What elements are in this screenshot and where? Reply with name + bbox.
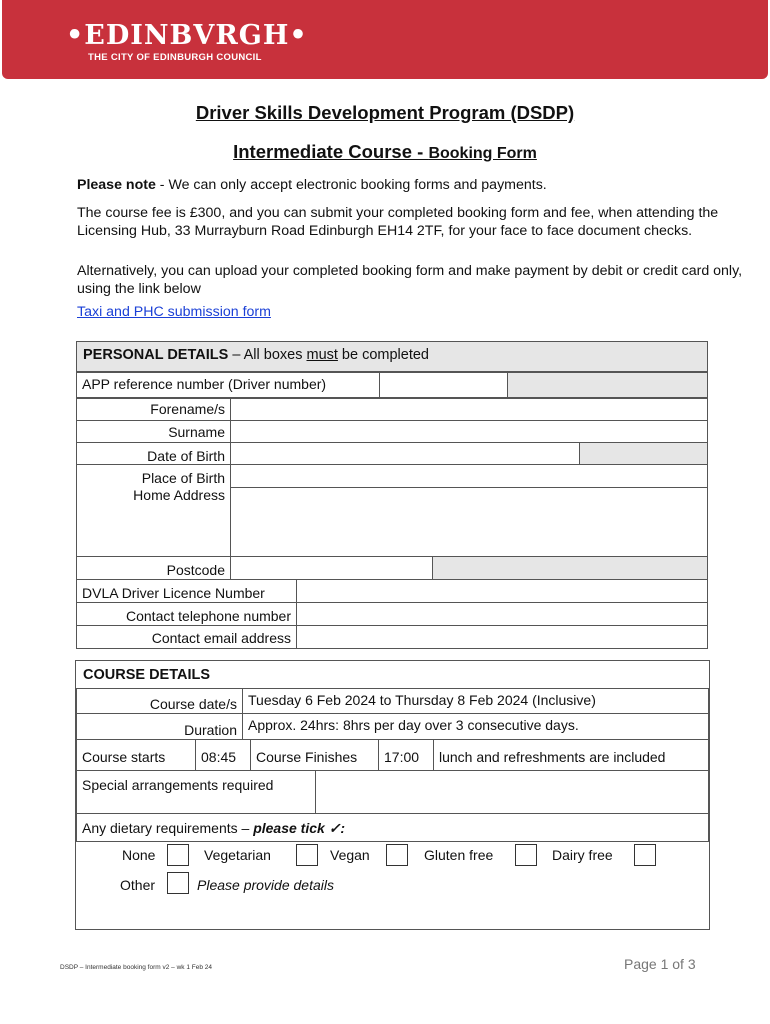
pob-label: Place of Birth bbox=[141, 470, 225, 486]
dvla-input[interactable] bbox=[296, 579, 708, 603]
personal-header-must: must bbox=[306, 347, 338, 363]
email-input[interactable] bbox=[296, 625, 708, 649]
course-title-sub: Booking Form bbox=[428, 145, 537, 162]
dietary-label: Any dietary requirements – bbox=[82, 820, 254, 836]
surname-input[interactable] bbox=[230, 420, 708, 443]
dob-shaded bbox=[579, 442, 708, 465]
option-vegetarian-label: Vegetarian bbox=[204, 847, 271, 863]
note-paragraph bbox=[77, 177, 745, 195]
postcode-shaded bbox=[432, 556, 708, 580]
page-number: Page 1 of 3 bbox=[624, 956, 696, 972]
option-none-checkbox[interactable] bbox=[167, 844, 189, 866]
dvla-label: DVLA Driver Licence Number bbox=[76, 579, 297, 603]
course-finishes-label: Course Finishes bbox=[250, 739, 379, 771]
course-title-main: Intermediate Course - bbox=[233, 141, 429, 162]
option-vegan-checkbox[interactable] bbox=[386, 844, 408, 866]
council-logo-subtitle: THE CITY OF EDINBURGH COUNCIL bbox=[88, 52, 262, 63]
address-input[interactable] bbox=[230, 487, 708, 557]
pob-address-label bbox=[76, 464, 231, 557]
option-gluten-free-label: Gluten free bbox=[424, 847, 494, 863]
personal-header-text: – All boxes bbox=[228, 347, 307, 363]
fee-paragraph: The course fee is £300, and you can submit your completed booking form and fee, when attending the Licensing Hub, 33 Murrayburn Road Edinburgh EH14 2TF, for your face to face document checks. bbox=[77, 205, 719, 239]
postcode-label: Postcode bbox=[76, 556, 231, 580]
phone-input[interactable] bbox=[296, 602, 708, 626]
forename-label: Forename/s bbox=[76, 398, 231, 421]
personal-header-end: be completed bbox=[337, 347, 429, 363]
course-starts-label: Course starts bbox=[76, 739, 196, 771]
course-title bbox=[0, 141, 770, 163]
dob-label: Date of Birth bbox=[76, 442, 231, 465]
special-arrangements-input[interactable] bbox=[315, 770, 709, 814]
duration-label: Duration bbox=[76, 713, 243, 740]
pob-input[interactable] bbox=[230, 464, 708, 488]
course-details-header: COURSE DETAILS bbox=[83, 667, 211, 683]
postcode-input[interactable] bbox=[230, 556, 433, 580]
app-reference-input[interactable] bbox=[379, 372, 508, 398]
option-vegetarian-checkbox[interactable] bbox=[296, 844, 318, 866]
forename-input[interactable] bbox=[230, 398, 708, 421]
dob-input[interactable] bbox=[230, 442, 580, 465]
header-banner bbox=[2, 0, 768, 79]
course-finishes-value: 17:00 bbox=[378, 739, 434, 771]
council-logo: •EDINBVRGH• bbox=[66, 20, 308, 51]
note-text: - We can only accept electronic booking forms and payments. bbox=[155, 177, 547, 193]
personal-header-bold: PERSONAL DETAILS bbox=[83, 347, 229, 363]
option-none-label: None bbox=[122, 847, 156, 863]
email-label: Contact email address bbox=[76, 625, 297, 649]
surname-label: Surname bbox=[76, 420, 231, 443]
program-title: Driver Skills Development Program (DSDP) bbox=[195, 102, 575, 123]
other-details-text: Please provide details bbox=[197, 877, 334, 893]
address-label: Home Address bbox=[133, 487, 225, 503]
duration-value: Approx. 24hrs: 8hrs per day over 3 consecutive days. bbox=[242, 713, 709, 740]
option-dairy-free-label: Dairy free bbox=[552, 847, 613, 863]
submission-form-link[interactable]: Taxi and PHC submission form bbox=[77, 304, 271, 320]
course-dates-label: Course date/s bbox=[76, 688, 243, 714]
personal-details-header bbox=[76, 341, 708, 372]
course-dates-value: Tuesday 6 Feb 2024 to Thursday 8 Feb 2024 (Inclusive) bbox=[242, 688, 709, 714]
alternative-paragraph: Alternatively, you can upload your completed booking form and make payment by debit or credit card only, using the link below bbox=[77, 263, 743, 297]
option-gluten-free-checkbox[interactable] bbox=[515, 844, 537, 866]
phone-label: Contact telephone number bbox=[76, 602, 297, 626]
footer-document-ref: DSDP – Intermediate booking form v2 – wk 1 Feb 24 bbox=[60, 964, 212, 971]
dietary-tick-instruction: please tick ✓: bbox=[253, 820, 346, 836]
option-other-label: Other bbox=[120, 877, 156, 893]
app-reference-shaded bbox=[507, 372, 708, 398]
course-starts-value: 08:45 bbox=[195, 739, 251, 771]
option-vegan-label: Vegan bbox=[330, 847, 370, 863]
lunch-note: lunch and refreshments are included bbox=[433, 739, 709, 771]
dietary-row bbox=[76, 813, 709, 842]
special-arrangements-label: Special arrangements required bbox=[76, 770, 316, 814]
note-label: Please note bbox=[77, 177, 156, 193]
option-dairy-free-checkbox[interactable] bbox=[634, 844, 656, 866]
option-other-checkbox[interactable] bbox=[167, 872, 189, 894]
app-reference-label: APP reference number (Driver number) bbox=[76, 372, 380, 398]
